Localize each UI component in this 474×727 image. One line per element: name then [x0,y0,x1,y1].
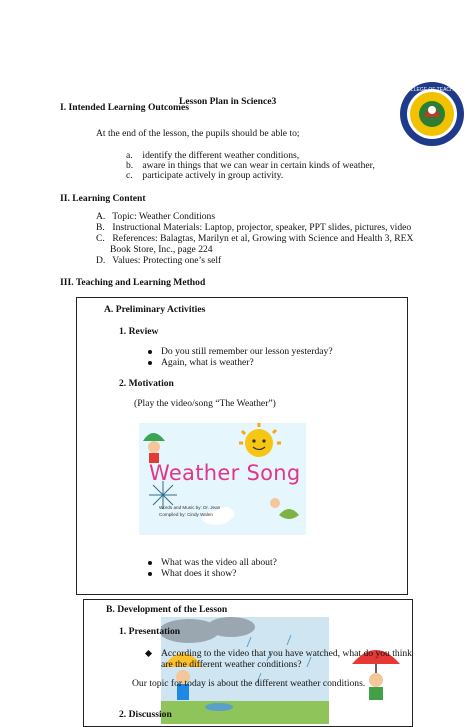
review-item [148,357,254,369]
list-marker: B. [96,222,105,233]
weather-song-image [139,423,306,535]
review-heading: 1. Review [119,326,159,337]
list-marker: c. [126,170,133,181]
college-seal-logo [398,81,466,147]
section-1-heading: I. Intended Learning Outcomes [60,102,189,113]
content-item-d [96,255,221,267]
video-title: Weather Song [149,461,301,485]
discussion-heading: 2. Discussion [119,709,172,720]
svg-text:COLLEGE OF TEACHER: COLLEGE OF TEACHER [403,87,461,93]
section-3-heading: III. Teaching and Learning Method [60,277,206,288]
bullet-icon [148,572,152,576]
topic-statement: Our topic for today is about the different weather conditions. [132,678,366,689]
content-text: References: Balagtas, Marilyn et al, Growing with Science and Health 3, REX [112,233,414,244]
presentation-item-continued: are the different weather conditions? [161,659,302,670]
motivation-question [148,568,236,580]
bullet-icon [148,361,152,365]
motivation-note: (Play the video/song “The Weather”) [134,398,276,409]
outcome-item-c [126,170,283,182]
page-title: Lesson Plan in Science3 [179,96,277,107]
bullet-icon [148,561,152,565]
diamond-bullet-icon [145,650,152,657]
review-text: Again, what is weather? [161,357,254,368]
list-marker: D. [96,255,106,266]
content-item-c-continued: Book Store, Inc., page 224 [110,244,213,255]
section-2-heading: II. Learning Content [60,193,146,204]
content-text: Values: Protecting one’s self [112,255,222,266]
list-marker: A. [96,211,106,222]
video-credit-line-2: Compiled by: Cindy Walen [159,512,213,517]
outcome-text: aware in things that we can wear in certain kinds of weather, [142,160,375,171]
section-1-intro: At the end of the lesson, the pupils should be able to; [96,128,300,139]
outcome-text: participate actively in group activity. [142,170,284,181]
box-b-heading: B. Development of the Lesson [106,604,228,615]
review-text: Do you still remember our lesson yesterday? [161,346,333,357]
presentation-heading: 1. Presentation [119,626,181,637]
bullet-icon [148,350,152,354]
list-marker: a. [126,150,133,161]
content-text: Topic: Weather Conditions [112,211,216,222]
list-marker: b. [126,160,134,171]
motivation-heading: 2. Motivation [119,378,174,389]
content-text: Instructional Materials: Laptop, projector, speaker, PPT slides, pictures, video [112,222,412,233]
list-marker: C. [96,233,105,244]
outcome-text: identify the different weather conditions, [142,150,300,161]
box-a-heading: A. Preliminary Activities [104,304,206,315]
question-text: What was the video all about? [161,557,277,568]
presentation-text: According to the video that you have watched, what do you think [161,648,412,659]
video-credit-line-1: Words and Music by: Dr. Jean [159,505,221,510]
question-text: What does it show? [161,568,237,579]
